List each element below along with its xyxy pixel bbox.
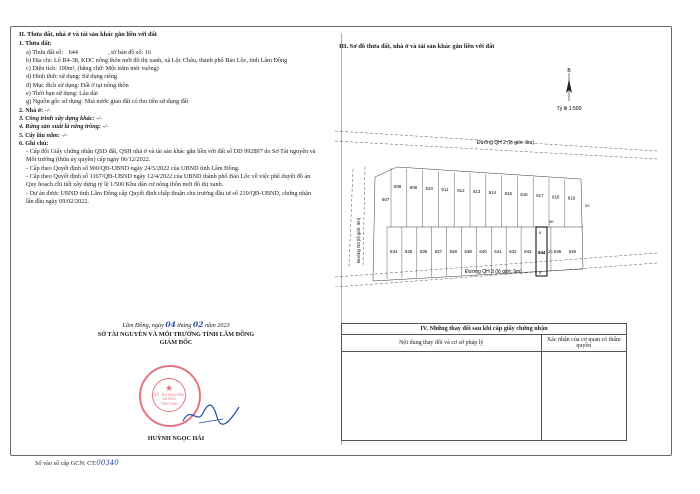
- lot-bottom-label: 634: [390, 249, 398, 254]
- area-row: [19, 65, 319, 73]
- lot-bottom-label: 637: [434, 249, 443, 254]
- map-sheet: 16: [144, 48, 151, 56]
- lot-top-label: 618: [552, 194, 560, 200]
- lot-top-label: 619: [567, 195, 576, 201]
- date-month: 02: [193, 320, 204, 329]
- use-purpose-row: [19, 82, 319, 90]
- road-left-label: Đường N3 (lộ giới: 9m): [356, 217, 361, 263]
- use-form-label: d) Hình thức sử dụng:: [26, 73, 81, 81]
- date-prefix: Lâm Đồng, ngày: [122, 322, 164, 329]
- perennial-value: -/-: [61, 131, 68, 139]
- note-2: - Cấp theo Quyết định số 900/QĐ-UBND ngày 24/5/2022 của UBND tỉnh Lâm Đồng.: [26, 164, 240, 172]
- signature-block: [71, 321, 281, 348]
- area: 100m², (bằng chữ: Một trăm mét vuông): [58, 65, 159, 73]
- subject-dim-inner: 5: [539, 230, 542, 235]
- house-row: [19, 107, 319, 115]
- date-day: 04: [165, 320, 176, 329]
- origin: Nhà nước giao đất có thu tiền sử dụng đất: [84, 98, 189, 106]
- subject-dim-depth: 20: [548, 249, 553, 254]
- use-purpose: Đất ở tại nông thôn: [80, 81, 129, 89]
- signer-position: GIÁM ĐỐC: [159, 339, 193, 346]
- signer-name: HUỲNH NGỌC HẢI: [147, 435, 205, 442]
- use-form-row: [19, 73, 319, 81]
- confirmation-body-cell: [541, 352, 627, 441]
- section-4-title: IV. Những thay đổi sau khi cấp giấy chứng nhận: [341, 323, 627, 334]
- lot-top-label: 617: [536, 193, 544, 199]
- note-1: - Cấp đổi Giấy chứng nhận QSD đất, QSH nhà ở và tài sản khác gắn liền với đất số DD 992897 do Sở Tài nguyên và Môi trường (thừa ủy quyền) cấp ngày 06/12/2022.: [26, 148, 316, 164]
- address: Lô B4-38, KDC nông thôn mới đô thị xanh, xã Lộc Châu, thành phố Bảo Lộc, tỉnh Lâm Đồng: [54, 56, 288, 64]
- month-label: tháng: [177, 322, 192, 329]
- lot-bottom-label: 638: [449, 249, 457, 254]
- scale-label: Tỷ lệ 1:500: [556, 106, 582, 112]
- lot-top-label: 609: [409, 185, 418, 191]
- notes-label: 6. Ghi chú:: [19, 139, 49, 147]
- seal-star-icon: ★: [164, 383, 174, 393]
- land-header: 1. Thửa đất:: [19, 40, 52, 48]
- area-label: c) Diện tích:: [26, 65, 57, 73]
- lot-bottom-label: 643: [524, 249, 532, 254]
- lot-top-label: 612: [457, 188, 465, 194]
- term-label: e) Thời hạn sử dụng:: [26, 90, 78, 98]
- dim-right: 20: [585, 203, 590, 208]
- lot-top-label: 610: [425, 186, 433, 192]
- lot-bottom-label: 639: [464, 249, 472, 254]
- perennial-row: [19, 132, 319, 140]
- issue-date: [71, 321, 281, 331]
- parcel-map: [327, 67, 671, 287]
- road-bottom-label: Đường QH 3 (lộ giới: 9m): [465, 269, 522, 275]
- lot-bottom-label: 641: [494, 249, 502, 254]
- changes-header-row: [342, 335, 627, 352]
- parcel-row: [19, 49, 319, 57]
- construction-label: 3. Công trình xây dựng khác:: [19, 114, 95, 122]
- north-arrow-icon: [557, 68, 582, 112]
- term: Lâu dài: [79, 90, 98, 98]
- lot-bottom-label: 635: [404, 249, 413, 254]
- lot-bottom-label: 636: [419, 249, 428, 254]
- note-3: - Cấp theo Quyết định số 1167/QĐ-UBND ngày 12/4/2022 của UBND thành phố Bảo Lộc về việc phê duyệt đồ án Quy hoạch chi tiết xây dựng tỷ lệ 1/500 Khu dân cư nông thôn mới đô thị xanh.: [26, 173, 311, 189]
- serial-number: 00340: [96, 459, 119, 467]
- section-2: [19, 31, 319, 206]
- lot-top-label: 613: [473, 189, 481, 195]
- forest-label: 4. Rừng sản xuất là rừng trồng:: [19, 123, 101, 131]
- lot-top-label: 614: [488, 190, 497, 196]
- registry-serial: [35, 459, 119, 467]
- address-row: [19, 57, 319, 65]
- lot-top-label: 615: [504, 191, 512, 197]
- note-4: - Dự án được UBND tỉnh Lâm Đồng cấp Quyết định chấp thuận chủ trương đầu tư số 210/QĐ-UBND, chứng nhận lần đầu ngày 09/02/2022.: [26, 189, 312, 205]
- changes-body-row: [342, 352, 627, 441]
- lot-top-label: 611: [441, 187, 449, 193]
- perennial-label: 5. Cây lâu năm:: [19, 131, 60, 139]
- lot-bottom-label: 642: [509, 249, 517, 254]
- term-row: [19, 90, 319, 98]
- section-2-title: II. Thửa đất, nhà ở và tài sản khác gắn liền với đất: [19, 31, 157, 38]
- address-label: b) Địa chỉ:: [26, 56, 53, 64]
- seal-text: SỞ TÀI NGUYÊN VÀ MÔI TRƯỜNG: [153, 392, 185, 406]
- issuing-agency: SỞ TÀI NGUYÊN VÀ MÔI TRƯỜNG TỈNH LÂM ĐỒNG: [97, 330, 255, 338]
- origin-label: g) Nguồn gốc sử dụng:: [26, 98, 83, 106]
- lot-top-label: 608: [394, 184, 402, 189]
- subject-dim-front: 5: [539, 270, 542, 275]
- use-form: Sử dụng riêng: [82, 73, 118, 81]
- lot-607: 607: [382, 197, 390, 202]
- forest-row: [19, 123, 319, 131]
- origin-row: [19, 98, 319, 106]
- lot-bottom-label: 646: [568, 249, 577, 254]
- lot-bottom-label: 645: [553, 249, 562, 254]
- col-confirmation: Xác nhận của cơ quan có thẩm quyền: [541, 335, 627, 352]
- house-label: 2. Nhà ở:: [19, 106, 44, 114]
- north-label: B: [567, 68, 571, 74]
- lot-bottom-label: 640: [479, 249, 487, 254]
- lot-top-label: 616: [520, 192, 528, 198]
- section-3-title: III. Sơ đồ thửa đất, nhà ở và tài sản khác gắn liền với đất: [339, 43, 495, 50]
- parcel-no-label: a) Thửa đất số:: [26, 48, 64, 56]
- serial-label: Số vào sổ cấp GCN: CT:: [35, 460, 97, 467]
- certificate-page: [10, 26, 672, 467]
- lot-subject: 644: [538, 250, 546, 255]
- section-4: [341, 323, 627, 441]
- year-label: năm 2023: [205, 322, 230, 329]
- road-top-label: Đường QH 2 (lộ giới: 9m): [477, 140, 534, 146]
- parcel-no: 644: [68, 48, 78, 56]
- col-changes: Nội dung thay đổi và cơ sở pháp lý: [342, 335, 542, 352]
- changes-table: [341, 334, 627, 441]
- house-value: -/-: [44, 106, 51, 114]
- construction-value: -/-: [96, 114, 102, 122]
- handwritten-signature-icon: [179, 399, 243, 429]
- dim-road: 50: [549, 219, 554, 224]
- map-sheet-label: , tờ bản đồ số:: [108, 48, 144, 56]
- parcel-map-svg: [327, 67, 671, 287]
- construction-row: [19, 115, 319, 123]
- use-purpose-label: đ) Mục đích sử dụng:: [26, 81, 80, 89]
- changes-body-cell: [342, 352, 542, 441]
- forest-value: -/-: [102, 123, 109, 131]
